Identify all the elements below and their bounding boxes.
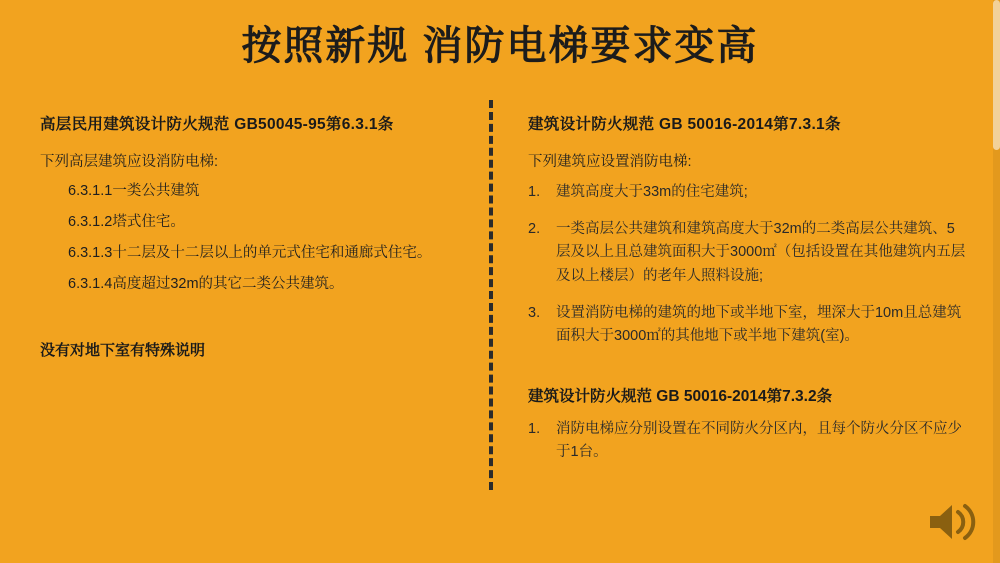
list-item: 6.3.1.1一类公共建筑 [68, 183, 200, 199]
right-clause-list [528, 181, 968, 348]
list-item-label: 消防电梯应分别设置在不同防火分区内，且每个防火分区不应少于1台。 [556, 421, 962, 461]
right-column [528, 112, 968, 479]
speaker-icon[interactable] [926, 499, 978, 545]
right-lead-text: 下列建筑应设置消防电梯: [528, 154, 692, 170]
left-lead-text: 下列高层建筑应设消防电梯: [40, 154, 219, 170]
scrollbar-thumb[interactable] [993, 0, 1000, 150]
left-clause-list [40, 181, 470, 295]
right-heading: 建筑设计防火规范 GB 50016-2014第7.3.1条 [528, 116, 841, 133]
vertical-dashed-divider [489, 100, 493, 490]
list-item [528, 181, 968, 204]
scrollbar[interactable] [993, 0, 1000, 563]
list-item [528, 302, 968, 348]
list-item-number: 2. [528, 221, 541, 238]
list-item-number: 1. [528, 421, 541, 438]
left-column [40, 112, 470, 360]
page-title: 按照新规 消防电梯要求变高 [241, 24, 759, 68]
left-heading: 高层民用建筑设计防火规范 GB50045-95第6.3.1条 [40, 116, 394, 133]
left-note: 没有对地下室有特殊说明 [40, 342, 206, 360]
list-item [528, 218, 968, 288]
list-item: 6.3.1.4高度超过32m的其它二类公共建筑。 [68, 276, 344, 293]
list-item-label: 设置消防电梯的建筑的地下或半地下室，埋深大于10m且总建筑面积大于3000㎡的其他地下或半地下建筑(室)。 [556, 304, 962, 344]
speaker-icon-glyph [926, 499, 978, 545]
list-item: 6.3.1.3十二层及十二层以上的单元式住宅和通廊式住宅。 [68, 245, 432, 262]
list-item [528, 418, 968, 464]
right-clause-list-2 [528, 418, 968, 464]
list-item-label: 一类高层公共建筑和建筑高度大于32m的二类高层公共建筑、5层及以上且总建筑面积大于3000㎡（包括设置在其他建筑内五层及以上楼层）的老年人照料设施; [556, 221, 966, 284]
list-item: 6.3.1.2塔式住宅。 [68, 214, 185, 231]
right-heading-2: 建筑设计防火规范 GB 50016-2014第7.3.2条 [528, 388, 833, 406]
list-item-number: 1. [528, 184, 541, 200]
list-item-label: 建筑高度大于33m的住宅建筑; [556, 184, 748, 200]
list-item-number: 3. [528, 304, 541, 321]
